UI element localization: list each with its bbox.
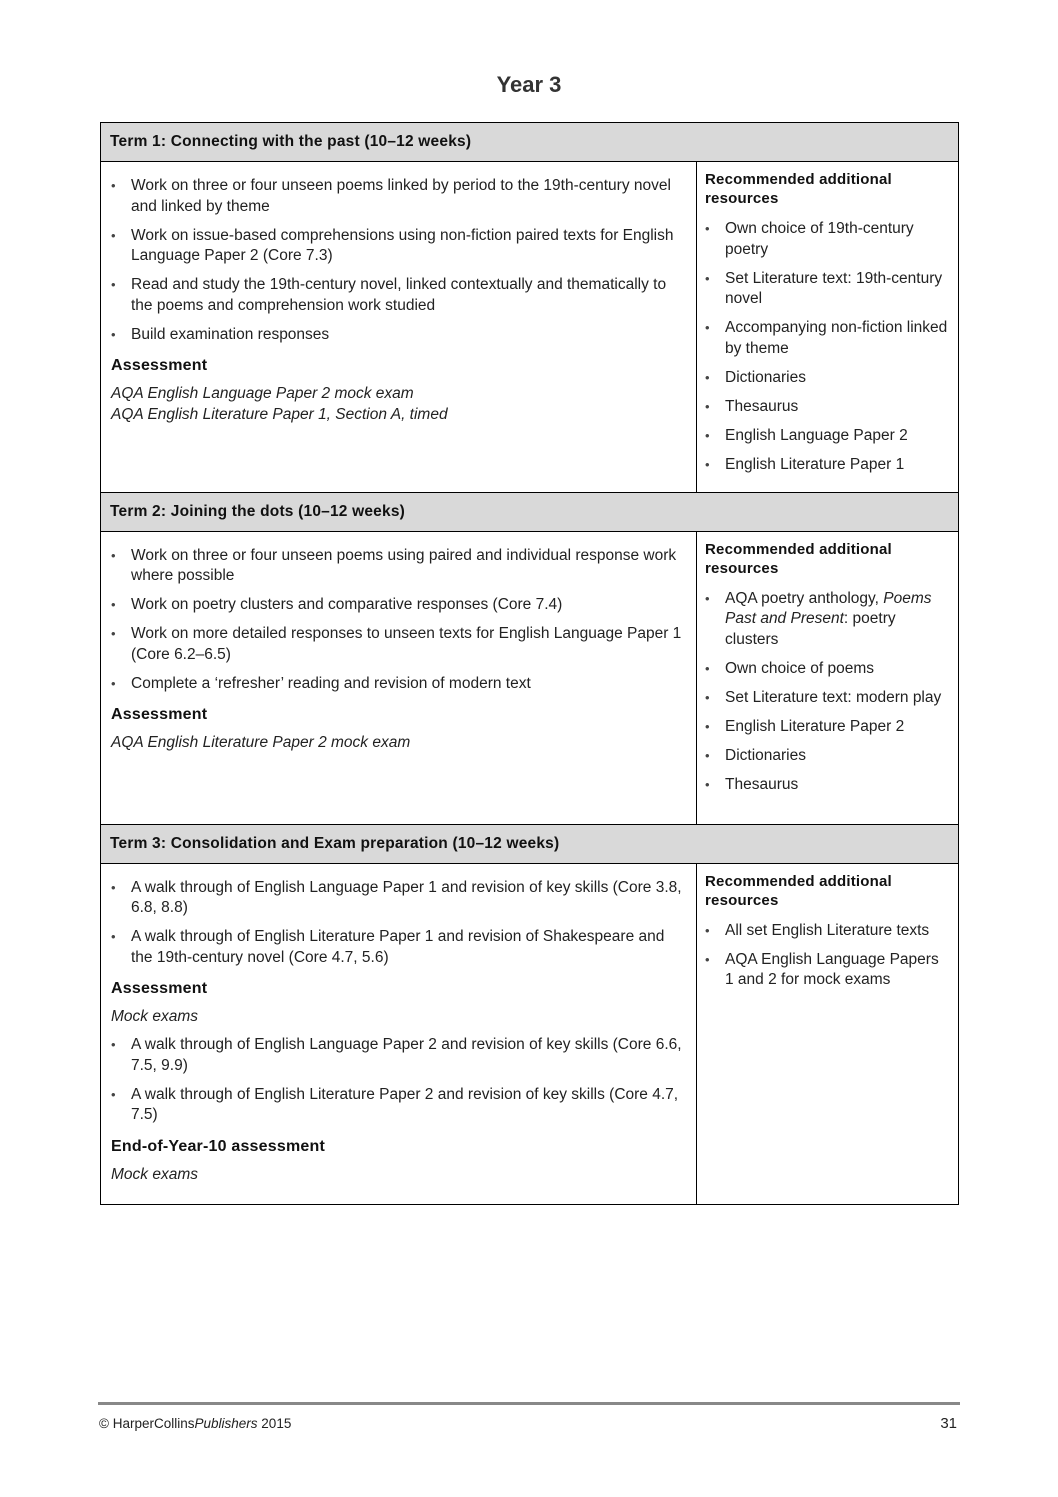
list-item: • Build examination responses [111,325,686,346]
term-1-resources-cell [697,162,959,493]
list-item: • Read and study the 19th-century novel, linked contextually and thematically to the poems and comprehension work studied [111,275,686,316]
list-item: • Thesaurus [705,775,949,796]
term-1-header-row [101,123,959,162]
assessment-heading: Assessment [111,357,208,374]
list-item: • A walk through of English Literature Paper 1 and revision of Shakespeare and the 19th-century novel (Core 4.7, 5.6) [111,927,686,968]
end-of-year-assessment-heading: End-of-Year-10 assessment [111,1137,325,1155]
term-2-resources-cell [697,531,959,824]
list-item: • Thesaurus [705,397,949,418]
list-item: • Work on poetry clusters and comparative responses (Core 7.4) [111,595,686,616]
anthology-title: Poems Past and Present [725,589,932,627]
resources-heading: Recommended additional resources [705,872,892,909]
list-item: • A walk through of English Language Paper 2 and revision of key skills (Core 6.6, 7.5, 9.9) [111,1035,686,1076]
list-item: • Accompanying non-fiction linked by theme [705,318,949,359]
list-item: • AQA English Language Papers 1 and 2 for mock exams [705,950,949,991]
copyright-year: 2015 [261,1416,292,1431]
list-item: • A walk through of English Literature Paper 2 and revision of key skills (Core 4.7, 7.5) [111,1085,686,1126]
assessment-heading: Assessment [111,980,208,997]
resources-heading: Recommended additional resources [705,171,892,207]
list-item: • Work on issue-based comprehensions using non-fiction paired texts for English Language Paper 2 (Core 7.3) [111,226,686,267]
term-2-header-row [101,492,959,531]
end-of-year-assessment-line: Mock exams [111,1165,198,1183]
assessment-line: Mock exams [111,1008,198,1025]
term-2-heading: Term 2: Joining the dots (10–12 weeks) [101,492,959,531]
term-1-content-row [101,162,959,493]
footer-copyright [99,1416,291,1431]
term-2-content-row [101,531,959,824]
scheme-of-work-table [100,122,959,1205]
copyright-symbol: © [99,1416,109,1431]
page-number: 31 [940,1415,957,1432]
publisher-name-italic: Publishers [194,1416,258,1431]
list-item [705,589,949,651]
anthology-prefix: AQA poetry anthology, [725,589,884,607]
term-1-resources-list [705,219,949,475]
term-2-activities-list [111,546,686,695]
list-item: • English Literature Paper 2 [705,717,949,738]
list-item: • Dictionaries [705,746,949,767]
term-3-header-row [101,824,959,863]
term-3-resources-list [705,921,949,991]
assessment-line: AQA English Language Paper 2 mock exam [111,385,414,402]
list-item: • Own choice of 19th-century poetry [705,219,949,260]
term-3-content-row [101,863,959,1204]
list-item: • English Literature Paper 1 [705,455,949,476]
term-2-activities-cell [101,531,697,824]
list-item: • Set Literature text: modern play [705,688,949,709]
term-3-activities-list [111,878,686,969]
list-item: • Work on three or four unseen poems using paired and individual response work where possible [111,546,686,587]
term-3-resources-cell [697,863,959,1204]
term-1-activities-cell [101,162,697,493]
list-item: • Complete a ‘refresher’ reading and revision of modern text [111,674,686,695]
list-item: • All set English Literature texts [705,921,949,942]
publisher-name: HarperCollins [112,1416,195,1431]
term-1-heading: Term 1: Connecting with the past (10–12 weeks) [101,123,959,162]
list-item: • Work on three or four unseen poems linked by period to the 19th-century novel and linked by theme [111,176,686,217]
term-2-resources-list [705,589,949,796]
list-item: • Dictionaries [705,368,949,389]
list-item: • Set Literature text: 19th-century novel [705,269,949,310]
term-3-activities-cell [101,863,697,1204]
assessment-heading: Assessment [111,706,208,723]
footer-divider [98,1402,960,1405]
resources-heading: Recommended additional resources [705,540,892,577]
assessment-line: AQA English Literature Paper 1, Section A, timed [111,406,448,423]
anthology-suffix: : poetry clusters [725,610,896,648]
list-item: • English Language Paper 2 [705,426,949,447]
term-3-further-activities-list [111,1035,686,1126]
term-1-activities-list [111,176,686,345]
list-item: • Own choice of poems [705,659,949,680]
page-title: Year 3 [496,72,562,97]
term-3-heading: Term 3: Consolidation and Exam preparation (10–12 weeks) [101,824,959,863]
list-item: • A walk through of English Language Paper 1 and revision of key skills (Core 3.8, 6.8, 8.8) [111,878,686,919]
list-item: • Work on more detailed responses to unseen texts for English Language Paper 1 (Core 6.2–6.5) [111,624,686,665]
assessment-line: AQA English Literature Paper 2 mock exam [111,734,411,751]
